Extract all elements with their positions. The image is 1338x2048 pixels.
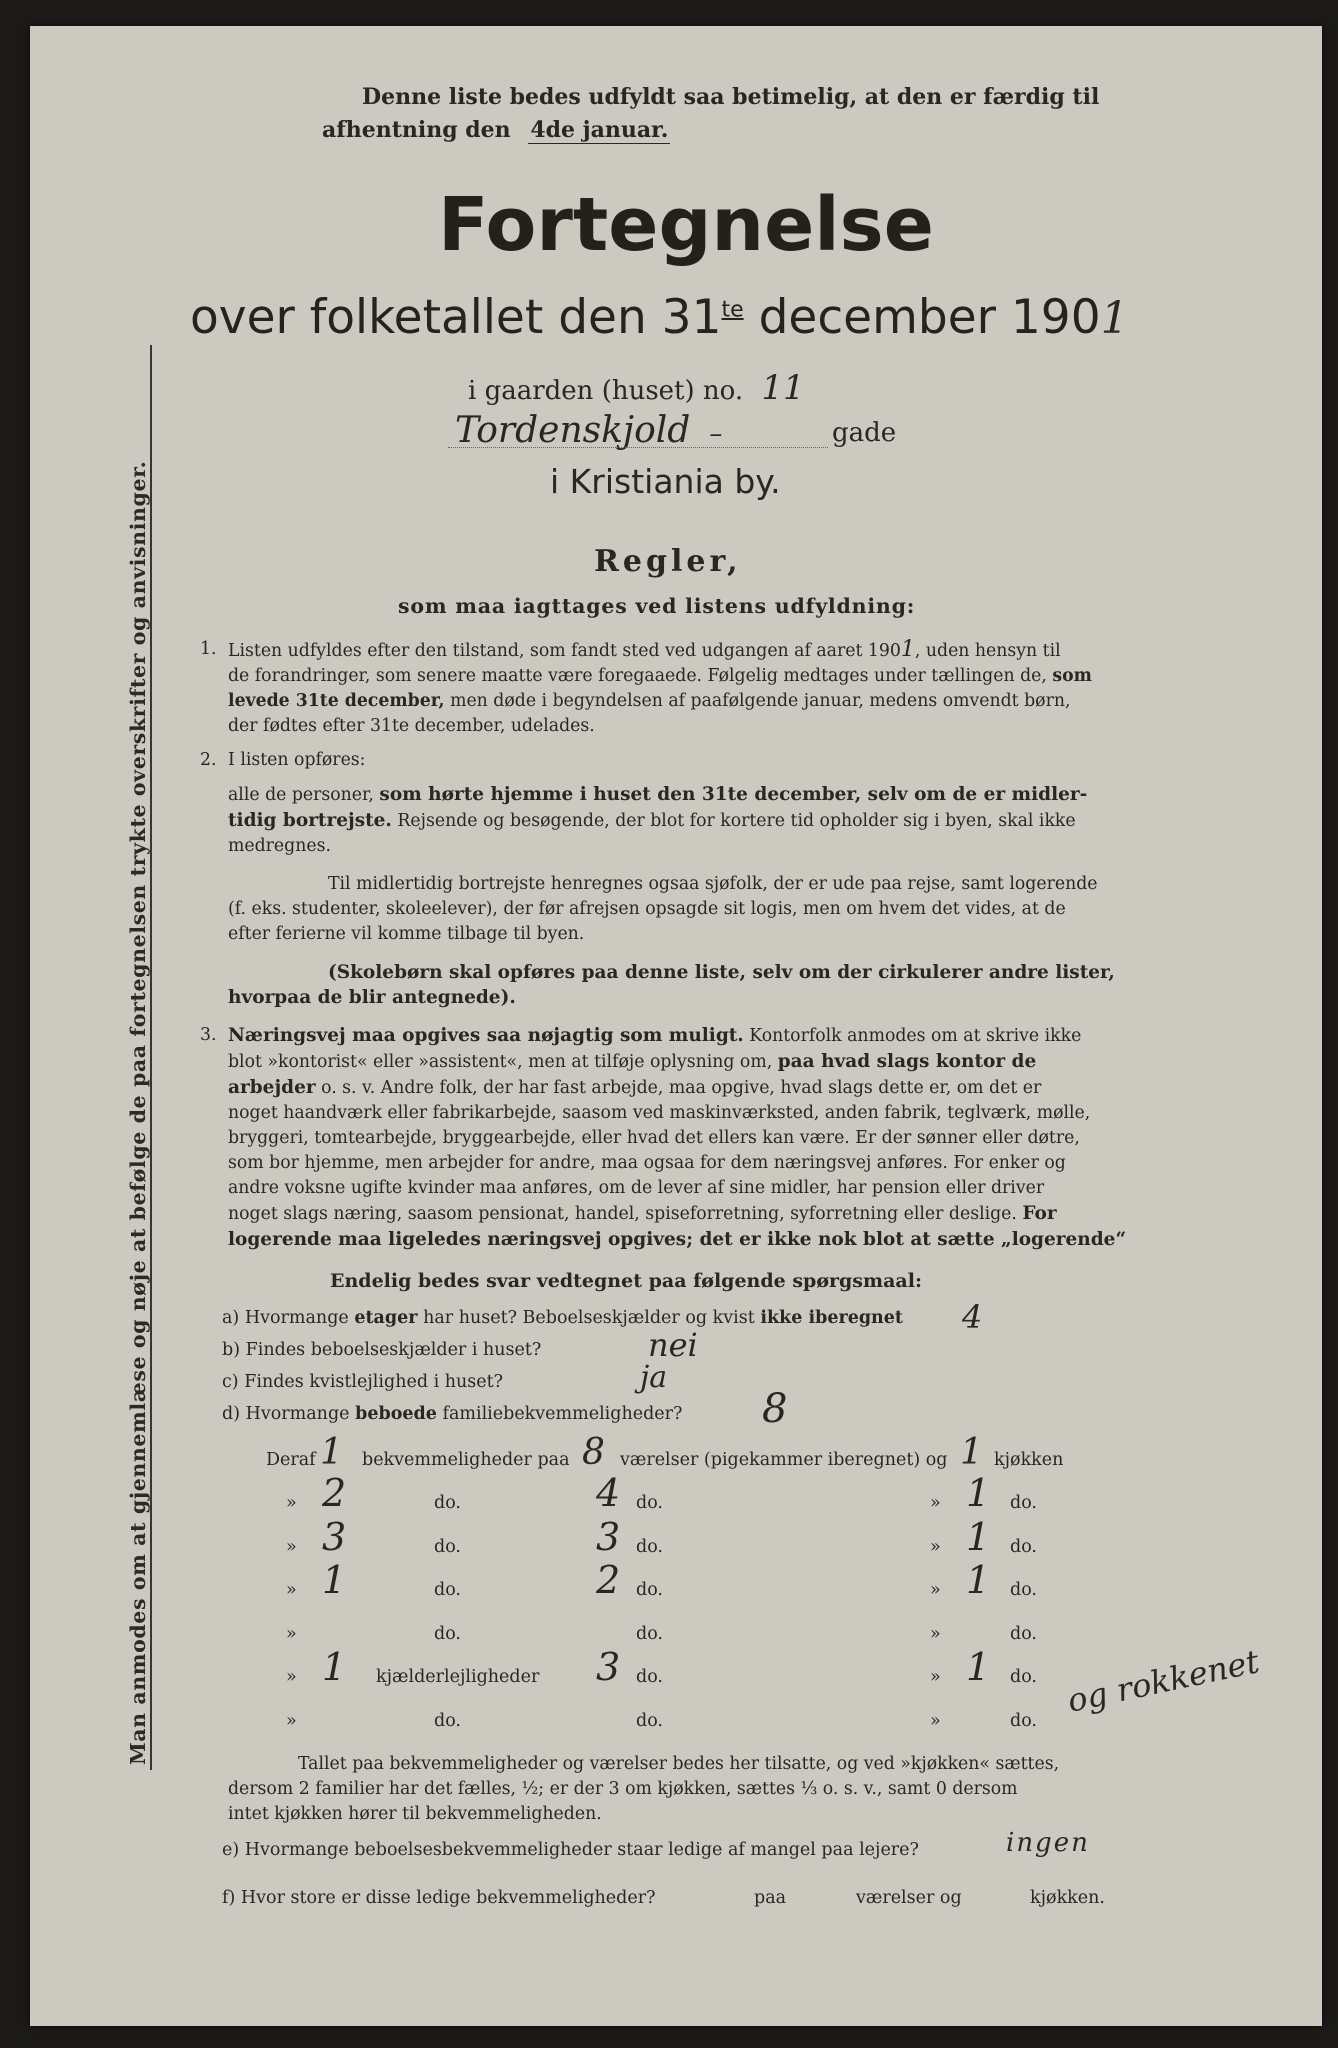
notice-text: afhentning den	[322, 117, 511, 143]
row-5-do-2: do.	[636, 1667, 663, 1687]
row-6-quote-1: »	[286, 1711, 297, 1731]
question-e	[222, 1840, 919, 1860]
footer-line-3: intet kjøkken hører til bekvemmeligheden.	[228, 1804, 602, 1824]
rule-2-number: 2.	[200, 750, 217, 770]
row-1-quote-1: »	[286, 1493, 297, 1513]
row-2-do-3: do.	[1010, 1537, 1037, 1557]
sidebar-instruction: Man anmodes om at gjennemlæse og nøje at befølge de paa fortegnelsen trykte overskrifter og anvisninger.	[126, 460, 150, 1765]
rule-2-paragraph-3	[228, 960, 1148, 1010]
row-3-quote-1: »	[286, 1580, 297, 1600]
rule-1-line-2-bold: som	[1052, 666, 1092, 686]
table-kjokken-header: kjøkken	[994, 1450, 1064, 1470]
question-f-label: f)	[222, 1888, 236, 1908]
row-5-quote-1: »	[286, 1667, 297, 1687]
question-a-label: a)	[222, 1308, 240, 1328]
rules-subheading: som maa iagttages ved listens udfyldning:	[398, 594, 916, 618]
table-vaer-header: værelser (pigekammer iberegnet) og	[620, 1450, 948, 1470]
row-1-do-2: do.	[636, 1493, 663, 1513]
rule-3-line-5: bryggeri, tomtearbejde, bryggearbejde, eller hvad det ellers kan være. Er der sønner eller døtre,	[228, 1128, 1080, 1148]
row-2-count: 3	[322, 1515, 347, 1559]
row-4-do-2: do.	[636, 1624, 663, 1644]
row-3-count: 1	[322, 1558, 347, 1602]
rule-1-line-4: der fødtes efter 31te december, udelades.	[228, 716, 595, 736]
question-c-label: c)	[222, 1372, 239, 1392]
rule-3-line-8: noget slags næring, saasom pensionat, handel, spiseforretning, syforretning eller deslige.	[228, 1204, 1017, 1224]
street-dash: –	[709, 419, 723, 449]
rule-3-line-2: blot »kontorist« eller »assistent«, men at tilføje oplysning om,	[228, 1052, 773, 1072]
question-d-label: d)	[222, 1404, 241, 1424]
row-2-quote-1: »	[286, 1537, 297, 1557]
rule-2-line-2: alle de personer,	[228, 785, 374, 805]
page-title: Fortegnelse	[438, 182, 934, 268]
house-label: i gaarden (huset) no.	[468, 376, 744, 406]
handwritten-year: 1	[1100, 293, 1129, 344]
house-number: 11	[761, 368, 805, 408]
margin-note: og rokkenet	[1064, 1642, 1263, 1720]
rule-2-line-3: Rejsende og besøgende, der blot for kortere tid opholder sig i byen, skal ikke	[397, 811, 1076, 831]
rule-1-line-3-bold: levede 31te december,	[228, 691, 445, 711]
table-deraf: Deraf	[266, 1450, 316, 1470]
street-line	[455, 410, 815, 451]
question-c-text: Findes kvistlejlighed i huset?	[244, 1372, 504, 1392]
row-4-quote-2: »	[930, 1624, 941, 1644]
row-6-do-2: do.	[636, 1711, 663, 1731]
notice-line-2	[322, 117, 670, 143]
row-5-count: 1	[322, 1645, 347, 1689]
row-6-do-3: do.	[1010, 1711, 1037, 1731]
row-2-rooms: 3	[596, 1515, 621, 1559]
row-5-rooms: 3	[596, 1645, 621, 1689]
gade-label: gade	[832, 418, 897, 448]
rule-2-line-2-bold: som hørte hjemme i huset den 31te december, selv om de er midler-	[379, 784, 1088, 805]
row-0-kitchen: 1	[960, 1432, 983, 1473]
question-b-text: Findes beboelseskjælder i huset?	[245, 1340, 542, 1360]
pickup-date: 4de januar.	[530, 117, 669, 143]
rule-2-p2-line-2: (f. eks. studenter, skoleelever), der før afrejsen opsagde sit logis, men om hvem det vides, at de	[228, 899, 1066, 919]
subtitle-text-a: over folketallet den 31	[190, 290, 722, 345]
rule-3-line-3-bold: arbejder	[228, 1077, 316, 1098]
rule-2-p2-line-3: efter ferierne vil komme tilbage til byen.	[228, 924, 585, 944]
rule-2	[228, 782, 1148, 859]
row-4-do-1: do.	[434, 1624, 461, 1644]
rule-2-line-3-bold: tidig bortrejste.	[228, 810, 392, 831]
rule-1-number: 1.	[200, 639, 217, 659]
house-line	[468, 368, 805, 408]
row-5-kitchen: 1	[966, 1645, 991, 1689]
rule-1-line-2: de forandringer, som senere maatte være foregaaede. Følgelig medtages under tællingen de,	[228, 666, 1047, 686]
question-f-kjokken: kjøkken.	[1030, 1888, 1105, 1908]
rule-3-line-2-bold: paa hvad slags kontor de	[777, 1051, 1037, 1072]
answer-d: 8	[762, 1386, 788, 1432]
row-2-quote-2: »	[930, 1537, 941, 1557]
question-d-text-2: beboede	[355, 1404, 437, 1424]
row-3-rooms: 2	[596, 1558, 621, 1602]
row-3-kitchen: 1	[966, 1558, 991, 1602]
subtitle-sup: te	[721, 297, 744, 323]
question-f-paa: paa	[754, 1888, 787, 1908]
question-a-text-4: ikke iberegnet	[760, 1308, 904, 1328]
rule-3-line-7: andre voksne ugifte kvinder maa anføres, om de lever af sine midler, har pension eller driver	[228, 1178, 1045, 1198]
table-bekv-header: bekvemmeligheder paa	[362, 1450, 570, 1470]
rule-2-p2-line-1: Til midlertidig bortrejste henregnes ogsaa sjøfolk, der er ude paa rejse, samt logerende	[328, 874, 1098, 894]
sidebar-rule	[150, 345, 152, 1770]
rule-2-line-1: I listen opføres:	[228, 750, 366, 770]
rule-2-p3-line-2: hvorpaa de blir antegnede).	[228, 987, 516, 1008]
answer-b: nei	[648, 1326, 698, 1364]
row-1-count: 2	[322, 1471, 347, 1515]
rule-1	[228, 637, 1148, 739]
question-f-vaer: værelser og	[856, 1888, 962, 1908]
question-d-text-3: familiebekvemmeligheder?	[442, 1404, 683, 1424]
row-6-quote-2: »	[930, 1711, 941, 1731]
rule-2-p3-line-1: (Skolebørn skal opføres paa denne liste, selv om der cirkulerer andre lister,	[328, 962, 1115, 983]
row-4-do-3: do.	[1010, 1624, 1037, 1644]
row-1-kitchen: 1	[966, 1471, 991, 1515]
question-f-text: Hvor store er disse ledige bekvemmeligheder?	[240, 1888, 656, 1908]
question-b	[222, 1340, 541, 1360]
rule-3-number: 3.	[200, 1025, 217, 1045]
question-e-label: e)	[222, 1840, 240, 1860]
answer-c: ja	[640, 1360, 668, 1395]
question-d-text-1: Hvormange	[245, 1404, 350, 1424]
answer-e: ingen	[1006, 1828, 1090, 1858]
subtitle	[190, 290, 1129, 345]
row-3-do-1: do.	[434, 1580, 461, 1600]
question-e-text: Hvormange beboelsesbekvemmeligheder staar ledige af mangel paa lejere?	[244, 1840, 919, 1860]
footer-note	[228, 1752, 1148, 1827]
rule-3	[228, 1023, 1148, 1253]
street-name: Tordenskjold	[455, 410, 691, 451]
rule-1-line-1: Listen udfyldes efter den tilstand, som fandt sted ved udgangen af aaret 190	[228, 641, 901, 661]
rule-3-line-1-bold: Næringsvej maa opgives saa nøjagtig som muligt.	[228, 1025, 744, 1046]
subtitle-text-b: december 190	[743, 290, 1101, 345]
question-f	[222, 1888, 655, 1908]
rule-3-line-4: noget haandværk eller fabrikarbejde, saasom ved maskinværksted, anden fabrik, teglværk, mølle,	[228, 1103, 1091, 1123]
row-1-quote-2: »	[930, 1493, 941, 1513]
rule-3-line-6: som bor hjemme, men arbejder for andre, maa ogsaa for dem næringsvej anføres. For enker og	[228, 1153, 1066, 1173]
rule-3-line-9-bold: logerende maa ligeledes næringsvej opgives; det er ikke nok blot at sætte „logerende“	[228, 1229, 1127, 1250]
rule-1-year: 1	[900, 637, 915, 662]
footer-line-1: Tallet paa bekvemmeligheder og værelser bedes her tilsatte, og ved »kjøkken« sættes,	[298, 1754, 1060, 1774]
row-2-do-2: do.	[636, 1537, 663, 1557]
row-0-rooms: 8	[582, 1432, 605, 1473]
question-a-text-2: etager	[354, 1308, 418, 1328]
rule-2-line-4: medregnes.	[228, 836, 331, 856]
row-1-rooms: 4	[596, 1471, 621, 1515]
row-2-kitchen: 1	[966, 1515, 991, 1559]
question-a-text-3: har huset? Beboelseskjælder og kvist	[423, 1308, 755, 1328]
rule-3-line-3: o. s. v. Andre folk, der har fast arbejde, maa opgive, hvad slags dette er, om det er	[321, 1078, 1042, 1098]
question-c	[222, 1372, 503, 1392]
notice-line-1: Denne liste bedes udfyldt saa betimelig, at den er færdig til	[362, 84, 1100, 110]
answer-a: 4	[962, 1298, 983, 1336]
rule-3-line-8-bold: For	[1022, 1203, 1057, 1224]
question-d	[222, 1404, 682, 1424]
row-5-kjaelder-label: kjælderlejligheder	[376, 1667, 540, 1687]
street-underline	[448, 446, 828, 448]
row-3-do-3: do.	[1010, 1580, 1037, 1600]
rule-1-line-3: men døde i begyndelsen af paafølgende januar, medens omvendt børn,	[450, 691, 1071, 711]
row-1-do-3: do.	[1010, 1493, 1037, 1513]
question-b-label: b)	[222, 1340, 241, 1360]
row-2-do-1: do.	[434, 1537, 461, 1557]
row-3-quote-2: »	[930, 1580, 941, 1600]
row-4-quote-1: »	[286, 1624, 297, 1644]
questions-heading: Endelig bedes svar vedtegnet paa følgende spørgsmaal:	[330, 1270, 922, 1292]
rule-1-line-1b: , uden hensyn til	[914, 641, 1061, 661]
row-6-do-1: do.	[434, 1711, 461, 1731]
city-line: i Kristiania by.	[550, 462, 781, 501]
row-3-do-2: do.	[636, 1580, 663, 1600]
row-5-quote-2: »	[930, 1667, 941, 1687]
rules-heading: Regler,	[594, 544, 742, 579]
rule-3-line-1: Kontorfolk anmodes om at skrive ikke	[749, 1026, 1082, 1046]
row-1-do-1: do.	[434, 1493, 461, 1513]
footer-line-2: dersom 2 familier har det fælles, ½; er der 3 om kjøkken, sættes ⅓ o. s. v., samt 0 dersom	[228, 1779, 1018, 1799]
question-a-text-1: Hvormange	[244, 1308, 349, 1328]
row-5-do-3: do.	[1010, 1667, 1037, 1687]
question-a	[222, 1308, 903, 1328]
row-0-count: 1	[320, 1432, 343, 1473]
rule-2-paragraph-2	[228, 872, 1148, 947]
